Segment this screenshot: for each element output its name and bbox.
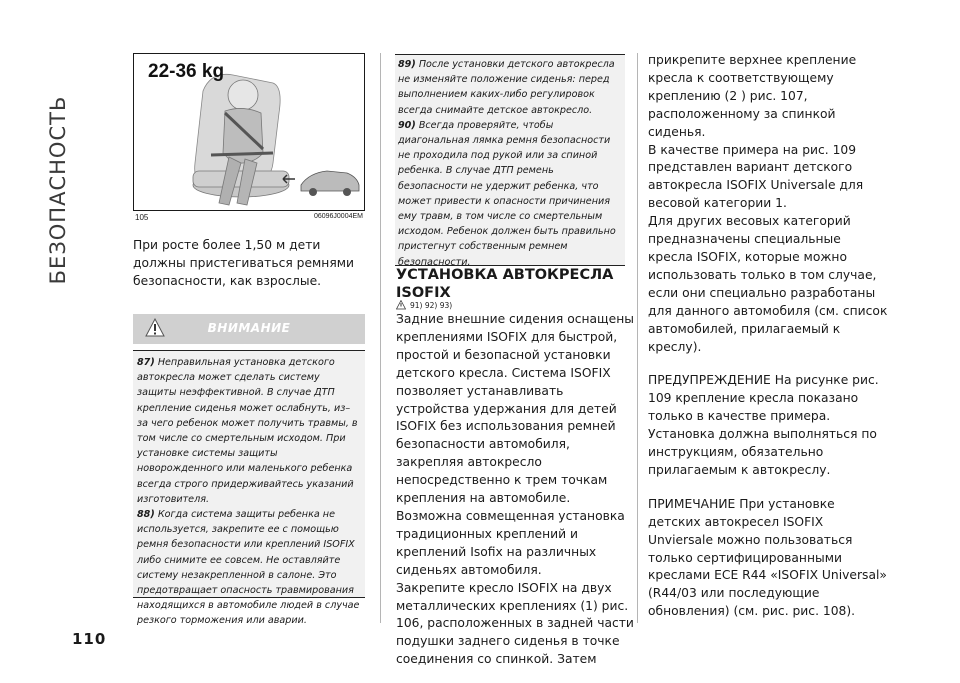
figure-code: 06096J0004EM	[313, 213, 363, 220]
note-number: 87)	[137, 357, 155, 368]
warning-box	[133, 314, 365, 627]
note-number: 88)	[137, 509, 155, 521]
note-90	[398, 118, 622, 270]
note-text: После установки детского автокресла не изменяйте положение сиденья: перед выполнением каких-либо регулировок всегда снимайте детское автокресло.	[398, 59, 615, 116]
note-number: 90)	[398, 119, 416, 131]
figure-number: 105	[135, 213, 149, 222]
notes-box	[395, 54, 625, 266]
section-sidebar-title: БЕЗОПАСНОСТЬ	[46, 95, 70, 285]
paragraph: Задние внешние сидения оснащены креплениями ISOFIX для быстрой, простой и безопасной установки детского кресла. Система ISOFIX позволяет устанавливать устройства удержания для детей ISOFIX без использования ремней безопасности автомобиля, закрепляя автокресло непосредственно к трем точкам крепления на автомобиле.	[396, 312, 634, 506]
paragraph: Закрепите кресло ISOFIX на двух металлических креплениях (1) рис. 106, расположенных в задней части подушки заднего сиденья в точке соединения со спинкой. Затем	[396, 580, 634, 667]
column-divider	[380, 53, 381, 623]
figure-105	[133, 53, 365, 223]
paragraph: При росте более 1,50 м дети должны пристегиваться ремнями безопасности, как взрослые.	[133, 238, 355, 288]
warning-header	[133, 314, 365, 344]
paragraph: Возможна совмещенная установка традиционных креплений и креплений Isofix на различных сиденьях автомобиля.	[396, 508, 625, 577]
paragraph: Для других весовых категорий предназначены специальные кресла ISOFIX, которые можно использовать только в том случае, если они специально разработаны для данного автомобиля (см. список автомобилей, прилагаемый к креслу).	[648, 214, 888, 354]
note-text: Неправильная установка детского автокресла может сделать систему защиты неэффективной. В случае ДТП крепление сиденья может ослабнуть, из–за чего ребенок может получить травмы, в том числе со смертельным исходом. При установке системы защиты новорожденного или маленького ребенка всегда строго придерживайтесь указаний изготовителя.	[137, 357, 358, 505]
note-text: Всегда проверяйте, чтобы диагональная лямка ремня безопасности не проходила под рукой или за спиной ребенка. В случае ДТП ремень безопасности не удержит ребенка, что может привести к опасности причинения ему травм, в том числе со смертельным исходом. Ребенок должен быть правильно пристегнут собственным ремнем безопасности.	[398, 119, 616, 268]
warning-references	[396, 299, 452, 311]
paragraph: В качестве примера на рис. 109 представлен вариант детского автокресла ISOFIX Universale для весовой категории 1.	[648, 142, 864, 211]
column-divider	[637, 53, 638, 623]
warning-title: ВНИМАНИЕ	[207, 321, 291, 335]
isofix-body	[396, 311, 634, 669]
section-heading: УСТАНОВКА АВТОКРЕСЛА ISOFIX	[396, 267, 614, 301]
note-87	[137, 355, 361, 507]
note-88	[137, 507, 361, 629]
page-number: 110	[72, 630, 107, 648]
note-text: Когда система защиты ребенка не используется, закрепите ее с помощью ремня безопасности или креплений ISOFIX либо снимите ее совсем. Не оставляйте систему незакрепленной в салоне. Это предотвращает опасность травмирования находящихся в автомобиле людей в случае резкого торможения или аварии.	[137, 509, 360, 627]
column-three	[648, 52, 888, 621]
warning-notes	[133, 350, 365, 627]
child-height-paragraph	[133, 237, 368, 291]
paragraph: прикрепите верхнее крепление кресла к соответствующему креплению (2 ) рис. 107, расположенному за спинкой сиденья.	[648, 53, 857, 139]
warning-paragraph: ПРЕДУПРЕЖДЕНИЕ На рисунке рис. 109 крепление кресла показано только в качестве примера. Установка должна выполняться по инструкциям, обязательно прилагаемым к автокреслу.	[648, 373, 879, 477]
note-number: 89)	[398, 59, 416, 70]
reference-numbers: 91) 92) 93)	[410, 300, 453, 310]
warning-triangle-icon	[396, 300, 406, 310]
note-89	[398, 57, 622, 118]
weight-category-label: 22-36 kg	[148, 61, 225, 82]
note-paragraph: ПРИМЕЧАНИЕ При установке детских автокресел ISOFIX Unviersale можно пользоваться только сертифицированными креслами ECE R44 «ISOFIX Universal» (R44/03 или последующие обновления) (см. рис. рис. 108).	[648, 496, 887, 619]
